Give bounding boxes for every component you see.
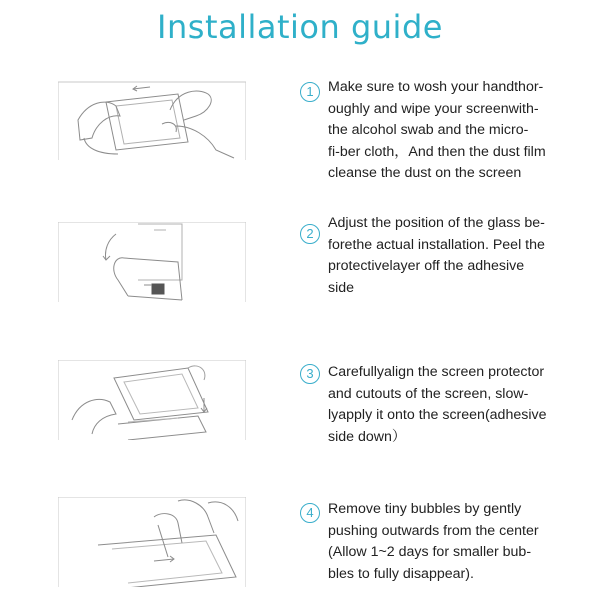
step-3-number-badge: 3 — [300, 364, 320, 384]
step-4-line: Remove tiny bubbles by gently — [328, 501, 522, 517]
step-3 — [0, 360, 600, 470]
step-2-line: forethe actual installation. Peel the — [328, 236, 545, 253]
step-3-line: lyapply it onto the screen(adhesive — [328, 407, 547, 423]
step-3-line: and cutouts of the screen, slow- — [328, 385, 529, 402]
step-2-text — [328, 213, 588, 299]
step-3-text — [328, 362, 588, 448]
step-4-line: (Allow 1~2 days for smaller bub- — [328, 544, 532, 560]
step-2-number-badge: 2 — [300, 224, 320, 244]
step-4 — [0, 497, 600, 607]
step-1-line: cleanse the dust on the screen — [328, 165, 522, 181]
step-4-line: bles to fully disappear). — [328, 565, 474, 582]
page-title: Installation guide — [157, 8, 443, 46]
step-2-line: side — [328, 279, 355, 296]
step-1-line: oughly and wipe your screenwith- — [328, 100, 539, 117]
step-1-line: fi-ber cloth，And then the dust film — [328, 143, 546, 160]
step-4-line: pushing outwards from the center — [328, 522, 539, 539]
step-2-line: protectivelayer off the adhesive — [328, 258, 525, 274]
step-3-line: Carefullyalign the screen protector — [328, 364, 545, 380]
step-2-line: Adjust the position of the glass be- — [328, 215, 545, 231]
step-3-illustration-align-protector — [58, 360, 246, 440]
step-1-line: Make sure to wosh your handthor- — [328, 79, 544, 95]
step-1-line: the alcohol swab and the micro- — [328, 122, 529, 138]
step-1-illustration-wipe-screen — [58, 80, 246, 160]
step-1-number-badge: 1 — [300, 82, 320, 102]
step-4-illustration-remove-bubbles — [58, 497, 246, 577]
step-2 — [0, 215, 600, 332]
step-4-number-badge: 4 — [300, 503, 320, 523]
step-1-text — [328, 77, 588, 185]
step-1 — [0, 80, 600, 190]
step-2-illustration-peel-layer — [58, 222, 246, 302]
step-4-text — [328, 499, 588, 585]
step-3-line: side down） — [328, 428, 407, 445]
